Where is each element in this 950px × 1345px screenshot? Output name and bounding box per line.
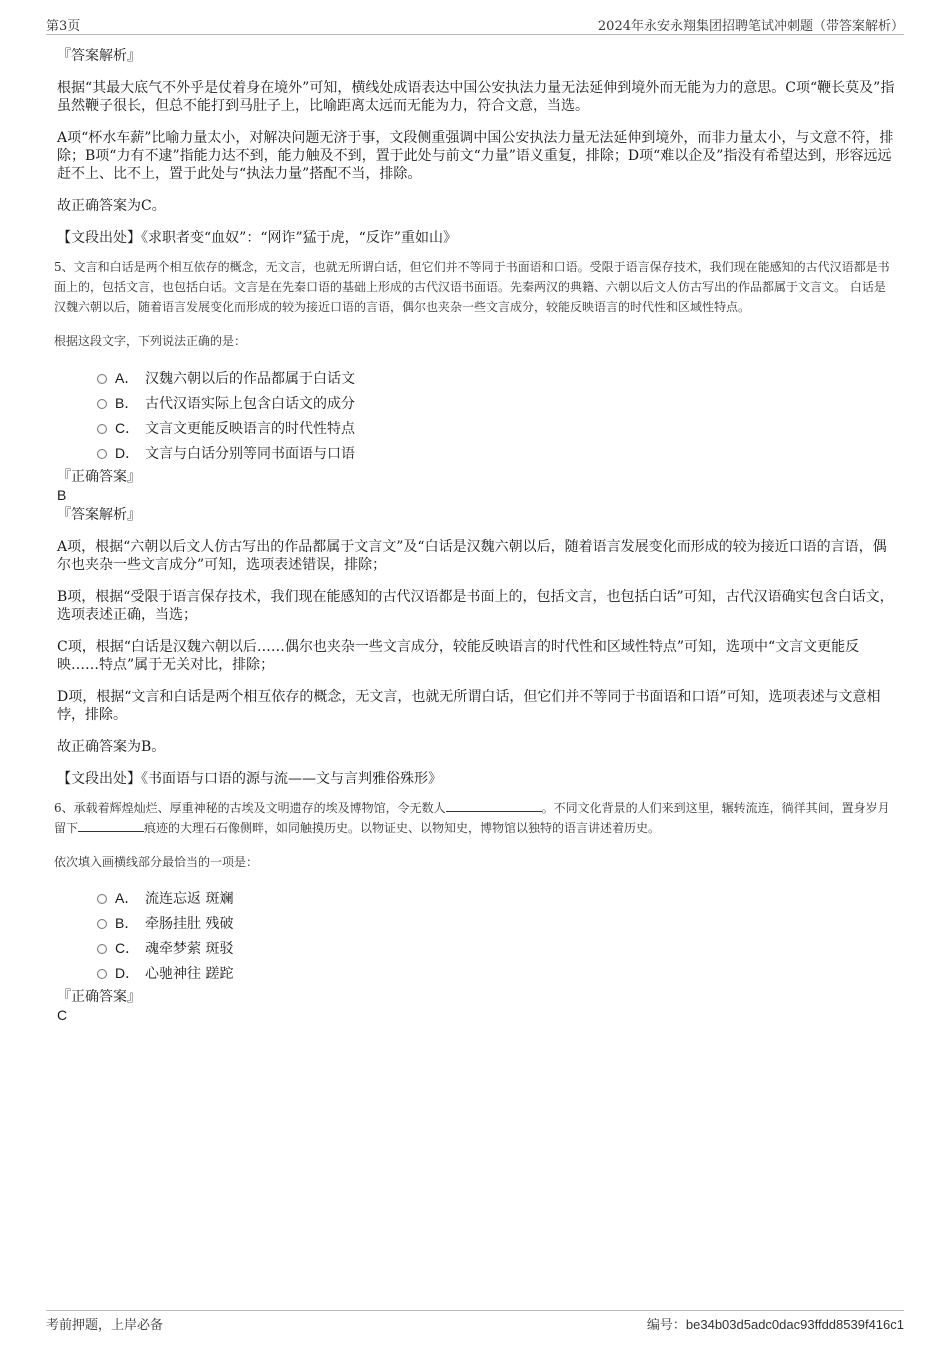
option-c[interactable]: C． 魂牵梦萦 斑驳 bbox=[57, 936, 897, 961]
radio-icon[interactable] bbox=[97, 919, 107, 929]
radio-icon[interactable] bbox=[97, 374, 107, 384]
radio-icon[interactable] bbox=[97, 894, 107, 904]
footer-slogan: 考前押题，上岸必备 bbox=[46, 1318, 164, 1333]
answer-conclusion: 故正确答案为B。 bbox=[57, 739, 166, 755]
option-a[interactable]: A． 汉魏六朝以后的作品都属于白话文 bbox=[57, 366, 897, 391]
analysis-label: 『答案解析』 bbox=[57, 507, 141, 523]
source-citation: 【文段出处】《求职者变“血奴”：“网诈”猛于虎，“反诈”重如山》 bbox=[57, 230, 457, 246]
question-stem bbox=[54, 798, 897, 838]
option-b[interactable]: B． 牵肠挂肚 残破 bbox=[57, 911, 897, 936]
question-stem: 5、文言和白话是两个相互依存的概念，无文言，也就无所谓白话，但它们并不等同于书面语和口语。受限于语言保存技术，我们现在能感知的古代汉语都是书面上的，包括文言，也包括白话。文言是在先秦口语的基础上形成的古代汉语书面语。先秦两汉的典籍、六朝以后文人仿古写出的作品都属于文言文。 白话是汉魏六朝以后，随着语言发展变化而形成的较为接近口语的言语，偶尔也夹杂一些文言成分，较能反映语言的时代性和区域性特点。 bbox=[54, 260, 890, 314]
source-citation: 【文段出处】《书面语与口语的源与流——文与言判雅俗殊形》 bbox=[57, 771, 442, 787]
answer-conclusion: 故正确答案为C。 bbox=[57, 198, 166, 214]
stem-text: 6、承载着辉煌灿烂、厚重神秘的古埃及文明遗存的埃及博物馆，令无数人 bbox=[54, 801, 446, 815]
analysis-paragraph: A项“杯水车薪”比喻力量太小，对解决问题无济于事，文段侧重强调中国公安执法力量无法延伸到境外，而非力量太小，与文意不符，排除；B项“力有不逮”指能力达不到，能力触及不到，置于此处与前文“力量”语义重复，排除；D项“难以企及”指没有希望达到，形容远远赶不上、比不上，置于此处与“执法力量”搭配不当，排除。 bbox=[57, 130, 894, 182]
fill-blank bbox=[78, 819, 144, 832]
analysis-paragraph: D项，根据“文言和白话是两个相互依存的概念，无文言，也就无所谓白话，但它们并不等同于书面语和口语”可知，选项表述与文意相悖，排除。 bbox=[57, 689, 881, 723]
page-number: 第3页 bbox=[46, 19, 81, 34]
option-list bbox=[57, 886, 897, 986]
radio-icon[interactable] bbox=[97, 944, 107, 954]
option-d[interactable]: D． 文言与白话分别等同书面语与口语 bbox=[57, 441, 897, 466]
analysis-label: 『答案解析』 bbox=[57, 48, 141, 64]
option-a[interactable]: A． 流连忘返 斑斓 bbox=[57, 886, 897, 911]
stem-text: 。不同文化背景的人们来到这里，辗转流连，徜徉其间，置身岁月留下 bbox=[54, 801, 890, 835]
radio-icon[interactable] bbox=[97, 449, 107, 459]
page-footer bbox=[46, 1310, 904, 1331]
answer-label: 『正确答案』 bbox=[57, 989, 141, 1005]
stem-text: 痕迹的大理石石像侧畔，如同触摸历史。以物证史、以物知史，博物馆以独特的语言讲述着历史。 bbox=[144, 821, 661, 835]
analysis-paragraph: C项，根据“白话是汉魏六朝以后……偶尔也夹杂一些文言成分，较能反映语言的时代性和区域性特点”可知，选项中“文言文更能反映……特点”属于无关对比，排除； bbox=[57, 639, 860, 673]
page-header bbox=[46, 12, 904, 35]
correct-answer: B bbox=[57, 487, 67, 503]
radio-icon[interactable] bbox=[97, 969, 107, 979]
page-content bbox=[54, 46, 897, 1024]
analysis-paragraph: A项，根据“六朝以后文人仿古写出的作品都属于文言文”及“白话是汉魏六朝以后，随着语言发展变化而形成的较为接近口语的言语，偶尔也夹杂一些文言成分”可知，选项表述错误，排除； bbox=[57, 539, 887, 573]
option-list bbox=[57, 366, 897, 466]
document-title: 2024年永安永翔集团招聘笔试冲刺题（带答案解析） bbox=[597, 19, 904, 34]
answer-label: 『正确答案』 bbox=[57, 469, 141, 485]
option-d[interactable]: D． 心驰神往 蹉跎 bbox=[57, 961, 897, 986]
correct-answer: C bbox=[57, 1007, 68, 1023]
question-prompt: 依次填入画横线部分最恰当的一项是： bbox=[54, 855, 259, 869]
option-b[interactable]: B． 古代汉语实际上包含白话文的成分 bbox=[57, 391, 897, 416]
analysis-paragraph: 根据“其最大底气不外乎是仗着身在境外”可知，横线处成语表达中国公安执法力量无法延伸到境外而无能为力的意思。C项“鞭长莫及”指虽然鞭子很长，但总不能打到马肚子上，比喻距离太远而无能为力，符合文意，当选。 bbox=[57, 80, 895, 114]
analysis-paragraph: B项，根据“受限于语言保存技术，我们现在能感知的古代汉语都是书面上的，包括文言，也包括白话”可知，古代汉语确实包含白话文，选项表述正确，当选； bbox=[57, 589, 894, 623]
option-c[interactable]: C． 文言文更能反映语言的时代性特点 bbox=[57, 416, 897, 441]
radio-icon[interactable] bbox=[97, 424, 107, 434]
radio-icon[interactable] bbox=[97, 399, 107, 409]
question-prompt: 根据这段文字，下列说法正确的是： bbox=[54, 334, 247, 348]
fill-blank bbox=[446, 799, 542, 812]
document-code: 编号：be34b03d5adc0dac93ffdd8539f416c1 bbox=[646, 1317, 904, 1333]
